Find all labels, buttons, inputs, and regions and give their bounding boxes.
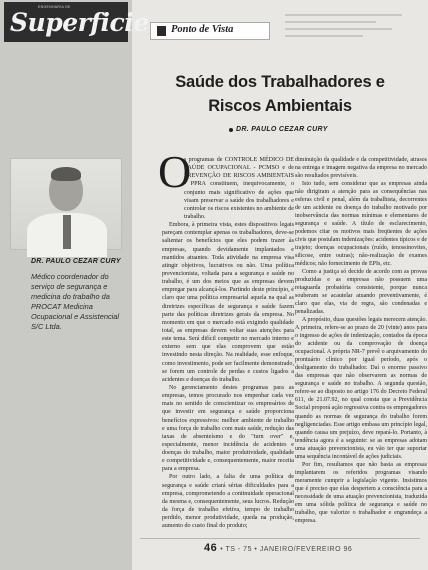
article-column-right (295, 156, 427, 525)
author-photo (10, 158, 122, 250)
paragraph: s programas de CONTROLE MÉDICO DE SAÚDE OCUPACIONAL - PCMSO e de PREVENÇÃO DE RISCOS AMBIENTAIS - PPRA constituem, inequivocamente, o conjunto mais significativo de ações que visam preservar a saúde dos trabalhadores e controlar os riscos existentes no ambiente de trabalho. (184, 157, 294, 220)
logo-main-text: Superficie (10, 8, 149, 37)
drop-cap: O (158, 146, 192, 197)
paragraph: Por outro lado, a falta de uma política de segurança e saúde criará sérias dificuldades para a empresa, comprometendo a continuidade operacional da mesma e, consequentemente, seus lucros. Redução da força de trabalho efetiva, tempo de trabalho perdido, menor produtividade, queda na produção, aumento do custo final do produto; (162, 474, 294, 530)
paragraph: Como a justiça só decide de acordo com as provas produzidas e as empresas não possuem uma retaguarda probatória consistente, porque nunca souberam se acautelar atuando preventivamente, é claro que elas, via de regra, são condenadas e penalizadas. (295, 269, 427, 316)
article-title (132, 70, 428, 118)
section-label: Ponto de Vista (171, 24, 234, 35)
bleed-through-text (285, 14, 415, 60)
page-footer (204, 542, 352, 554)
magazine-logo (4, 2, 149, 42)
paragraph: Por fim, resultamos que não basta as empresas implantarem os referidos programas visando meramente cumprir a legislação vigente. Insistimos que é preciso que elas despertem a consciência para a necessidade de uma atuação prevencionista, traduzida em uma sólida política de segurança e saúde no trabalho, que valorize o trabalhador e engrandeça a empresa. (295, 461, 427, 524)
title-line-1: Saúde dos Trabalhadores e (175, 73, 385, 91)
article-byline: DR. PAULO CEZAR CURY (236, 126, 328, 133)
bullet-icon (229, 128, 233, 132)
issue-info: • TS - 75 • JANEIRO/FEVEREIRO 96 (220, 546, 353, 553)
author-name: DR. PAULO CEZAR CURY (31, 258, 121, 265)
section-square-icon (157, 26, 166, 36)
paragraph: No gerenciamento destes programas para as empresas, temos procurado nos empenhar cada vez mais no sentido de conscientizar os empresários de que investir em segurança e saúde proporciona benefícios expressivos: melhor ambiente de trabalho e uma força de trabalho com mais saúde, redução das taxas de absenteísmo e do "turn over" e, especialmente, menor incidência de acidentes e doenças do trabalho, maior produtividade, qualidade e competitividade e, consequentemente, maior receita para a empresa. (162, 384, 294, 473)
footer-divider (140, 538, 420, 539)
page-number: 46 (204, 542, 218, 554)
paragraph: diminuição da qualidade e da competitividade, atrasos na entrega e imagem negativa da empresa no mercado são resultados previsíveis. (295, 157, 427, 180)
article-column-left (162, 156, 294, 530)
paragraph: Isto tudo, sem considerar que as empresas ainda não dirigiram a atenção para as consequências nas esferas civil e penal, além da trabalhista, decorrentes de um acidente ou doença do trabalho motivado por inobservância das normas mínimas e elementares de segurança e saúde. A título de esclarecimento, podemos citar os motivos mais freqüentes de ações civis que postulam indenizações: acidentes típicos e de trajeto; doenças ocupacionais (ruído, tenossinovites, silicose, entre outras); não-realização de exames médicos; não fornecimento de EPIs, etc. (295, 181, 427, 268)
title-line-2: Riscos Ambientais (208, 97, 352, 115)
author-bio: Médico coordenador do serviço de segurança e medicina do trabalho da PROCAT Medicina Ocupacional e Assistencial S/C Ltda. (31, 272, 120, 331)
logo-small-text: ENGENHARIA DE (38, 5, 71, 9)
paragraph: A propósito, duas questões legais merecem atenção. A primeira, refere-se ao prazo de 20 (vinte) anos para o ingresso de ações de indenização, contados da época do acidente ou da comprovação de doença ocupacional. A própria NR-7 prevê o arquivamento do prontuário clínico por igual período, após o desligamento do trabalhador. Daí o enorme passivo das empresas que não observarem as normas de segurança e saúde no trabalho. A segunda questão, refere-se ao disposto no artigo 176 do Decreto Federal 611, de 21.07.92, no qual consta que a Previdência Social proporá ação regressiva contra os empregadores quando as normas de segurança do trabalho forem negligenciadas. Esse artigo embasa um princípio legal, quando causa um prejuízo, deve repará-lo. Portanto, à tendência agora é a seguinte: se as empresas adotam uma atuação prevencionista, eu vão ter que suportar uma sequência incontável de ações judiciais. (295, 317, 427, 460)
paragraph: Embora, à primeira vista, estes dispositivos legais pareçam contemplar apenas os trabalhadores, deve-se salientar os benefícios que eles podem trazer às empresas, quando devidamente implantados e mantidos atuantes. Toda atividade na empresa visa atingir objetivos, lucrativos ou não. Uma política prevencionista, voltada para a segurança e saúde no trabalho, é um dos meios que as empresas devem empregar para alcançá-los. Partindo deste princípio, é claro que uma política empresarial aquela na qual as diretrizes específicas de segurança e saúde fazem parte das políticas diretrizes gerais da empresa. No momento em que o mercado está exigindo qualidade total, as empresas devem voltar suas atenções para este tema. Será difícil competir no mercado interno e externo sem que elas comprovem que estão investindo nesta direção. Na realidade, esse enfoque, como investimento, pode ser facilmente demonstrado, se forem um controle de perdas e custos ligados a acidentes e doenças do trabalho. (162, 222, 294, 383)
left-sidebar (0, 0, 149, 570)
